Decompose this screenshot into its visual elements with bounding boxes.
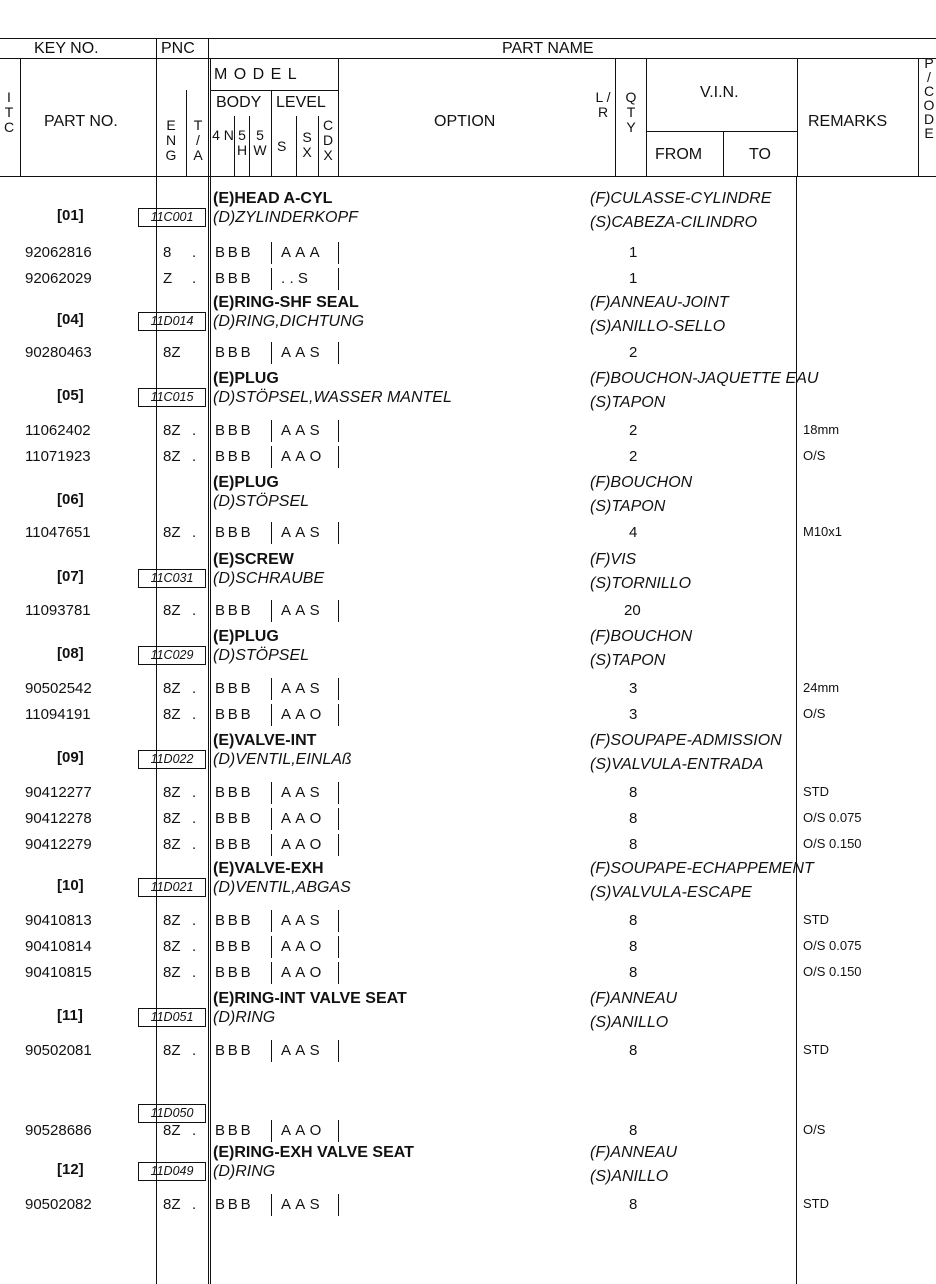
engine-code: 8Z bbox=[163, 810, 181, 827]
part-number: 90412277 bbox=[25, 784, 92, 801]
engine-code: 8Z bbox=[163, 448, 181, 465]
remarks-value: STD bbox=[803, 912, 829, 927]
ta-header: T / A bbox=[193, 117, 203, 163]
level-codes: AAO bbox=[281, 810, 326, 827]
key-number: [10] bbox=[57, 877, 84, 894]
quantity: 4 bbox=[629, 524, 638, 541]
part-name-german: (D)SCHRAUBE bbox=[213, 570, 325, 587]
engine-code: 8Z bbox=[163, 706, 181, 723]
remarks-value: O/S 0.075 bbox=[803, 810, 862, 825]
body-codes: BBB bbox=[215, 1196, 254, 1213]
key-number: [04] bbox=[57, 311, 84, 328]
engine-code: 8Z bbox=[163, 784, 181, 801]
quantity: 1 bbox=[629, 270, 638, 287]
key-number: [07] bbox=[57, 568, 84, 585]
level-codes: AAO bbox=[281, 448, 326, 465]
level-codes: AAS bbox=[281, 680, 324, 697]
key-number: [12] bbox=[57, 1161, 84, 1178]
body-codes: BBB bbox=[215, 270, 254, 287]
remarks-value: O/S bbox=[803, 1122, 826, 1137]
engine-code: Z bbox=[163, 270, 173, 287]
part-number: 90502082 bbox=[25, 1196, 92, 1213]
body-5w-header: 5 W bbox=[253, 127, 267, 158]
part-name-french: (F)CULASSE-CYLINDRE bbox=[590, 190, 772, 207]
part-number: 90412278 bbox=[25, 810, 92, 827]
remarks-value: 24mm bbox=[803, 680, 840, 695]
pnc-code: 11C029 bbox=[138, 646, 206, 665]
part-name-english: (E)PLUG bbox=[213, 370, 279, 387]
body-codes: BBB bbox=[215, 810, 254, 827]
part-number: 90502081 bbox=[25, 1042, 92, 1059]
body-codes: BBB bbox=[215, 912, 254, 929]
quantity: 2 bbox=[629, 344, 638, 361]
part-name-french: (F)SOUPAPE-ADMISSION bbox=[590, 732, 782, 749]
part-number: 92062029 bbox=[25, 270, 92, 287]
body-codes: BBB bbox=[215, 680, 254, 697]
part-name-english: (E)VALVE-EXH bbox=[213, 860, 324, 877]
part-number: 90412279 bbox=[25, 836, 92, 853]
key-number: [06] bbox=[57, 491, 84, 508]
transmission-code: . bbox=[192, 244, 197, 261]
engine-code: 8Z bbox=[163, 1042, 181, 1059]
level-codes: AAS bbox=[281, 422, 324, 439]
part-number: 11094191 bbox=[25, 706, 91, 723]
part-number: 11047651 bbox=[25, 524, 91, 541]
quantity: 8 bbox=[629, 1196, 638, 1213]
level-codes: AAO bbox=[281, 938, 326, 955]
pnc-code: 11C031 bbox=[138, 569, 206, 588]
body-codes: BBB bbox=[215, 524, 254, 541]
engine-code: 8Z bbox=[163, 602, 181, 619]
part-name-spanish: (S)ANILLO bbox=[590, 1014, 669, 1031]
pnc-code: 11D014 bbox=[138, 312, 206, 331]
level-codes: AAS bbox=[281, 784, 324, 801]
body-codes: BBB bbox=[215, 422, 254, 439]
pnc-code: 11C001 bbox=[138, 208, 206, 227]
transmission-code: . bbox=[192, 964, 197, 981]
part-number: 90410814 bbox=[25, 938, 92, 955]
itc-header: I T C bbox=[3, 89, 15, 135]
part-name-french: (F)SOUPAPE-ECHAPPEMENT bbox=[590, 860, 814, 877]
quantity: 8 bbox=[629, 1122, 638, 1139]
quantity: 1 bbox=[629, 244, 638, 261]
quantity: 3 bbox=[629, 680, 638, 697]
part-name-spanish: (S)CABEZA-CILINDRO bbox=[590, 214, 758, 231]
body-codes: BBB bbox=[215, 244, 254, 261]
part-name-english: (E)PLUG bbox=[213, 628, 279, 645]
transmission-code: . bbox=[192, 422, 197, 439]
engine-code: 8Z bbox=[163, 1122, 181, 1139]
part-number: 90528686 bbox=[25, 1122, 92, 1139]
part-name-header: PART NAME bbox=[502, 40, 594, 57]
part-number: 11062402 bbox=[25, 422, 91, 439]
remarks-value: M10x1 bbox=[803, 524, 843, 539]
model-header: M O D E L bbox=[214, 66, 298, 83]
part-name-french: (F)ANNEAU bbox=[590, 990, 678, 1007]
level-codes: AAO bbox=[281, 964, 326, 981]
vin-from-header: FROM bbox=[655, 146, 703, 163]
part-name-english: (E)RING-INT VALVE SEAT bbox=[213, 990, 407, 1007]
part-name-french: (F)ANNEAU-JOINT bbox=[590, 294, 729, 311]
pnc-code: 11D051 bbox=[138, 1008, 206, 1027]
remarks-value: STD bbox=[803, 1196, 829, 1211]
part-name-spanish: (S)ANILLO bbox=[590, 1168, 669, 1185]
body-codes: BBB bbox=[215, 448, 254, 465]
vin-header: V.I.N. bbox=[700, 84, 739, 101]
part-name-spanish: (S)VALVULA-ENTRADA bbox=[590, 756, 764, 773]
qty-header: Q T Y bbox=[625, 89, 637, 135]
engine-code: 8Z bbox=[163, 836, 181, 853]
part-number: 90280463 bbox=[25, 344, 92, 361]
transmission-code: . bbox=[192, 524, 197, 541]
part-no-header: PART NO. bbox=[44, 113, 118, 130]
engine-code: 8Z bbox=[163, 964, 181, 981]
body-codes: BBB bbox=[215, 784, 254, 801]
remarks-value: STD bbox=[803, 1042, 829, 1057]
level-codes: AAS bbox=[281, 602, 324, 619]
quantity: 8 bbox=[629, 810, 638, 827]
key-number: [09] bbox=[57, 749, 84, 766]
body-header: BODY bbox=[216, 94, 262, 111]
part-name-english: (E)HEAD A-CYL bbox=[213, 190, 333, 207]
part-name-spanish: (S)TAPON bbox=[590, 498, 666, 515]
part-name-german: (D)STÖPSEL bbox=[213, 647, 310, 664]
body-codes: BBB bbox=[215, 706, 254, 723]
level-sx-header: S X bbox=[302, 129, 312, 160]
part-number: 11093781 bbox=[25, 602, 91, 619]
part-name-french: (F)BOUCHON bbox=[590, 474, 693, 491]
part-name-french: (F)BOUCHON-JAQUETTE EAU bbox=[590, 370, 819, 387]
transmission-code: . bbox=[192, 270, 197, 287]
transmission-code: . bbox=[192, 810, 197, 827]
level-header: LEVEL bbox=[276, 94, 326, 111]
remarks-header: REMARKS bbox=[808, 113, 888, 130]
transmission-code: . bbox=[192, 912, 197, 929]
body-codes: BBB bbox=[215, 1042, 254, 1059]
quantity: 8 bbox=[629, 964, 638, 981]
part-name-french: (F)VIS bbox=[590, 551, 637, 568]
part-number: 90410815 bbox=[25, 964, 92, 981]
body-codes: BBB bbox=[215, 602, 254, 619]
engine-code: 8Z bbox=[163, 524, 181, 541]
remarks-value: O/S 0.150 bbox=[803, 964, 862, 979]
level-codes: AAS bbox=[281, 1196, 324, 1213]
pnc-code: 11D050 bbox=[138, 1104, 206, 1123]
engine-code: 8Z bbox=[163, 938, 181, 955]
p-code-header: P / C O D E bbox=[923, 55, 935, 141]
part-name-german: (D)VENTIL,ABGAS bbox=[213, 879, 351, 896]
remarks-value: 18mm bbox=[803, 422, 840, 437]
engine-code: 8Z bbox=[163, 912, 181, 929]
quantity: 20 bbox=[624, 602, 641, 619]
transmission-code: . bbox=[192, 836, 197, 853]
body-5h-header: 5 H bbox=[236, 127, 248, 158]
transmission-code: . bbox=[192, 706, 197, 723]
remarks-value: STD bbox=[803, 784, 829, 799]
transmission-code: . bbox=[192, 602, 197, 619]
part-number: 90502542 bbox=[25, 680, 92, 697]
part-name-german: (D)STÖPSEL,WASSER MANTEL bbox=[213, 389, 452, 406]
part-name-english: (E)RING-EXH VALVE SEAT bbox=[213, 1144, 414, 1161]
transmission-code: . bbox=[192, 784, 197, 801]
body-codes: BBB bbox=[215, 836, 254, 853]
quantity: 8 bbox=[629, 784, 638, 801]
part-name-french: (F)ANNEAU bbox=[590, 1144, 678, 1161]
key-number: [11] bbox=[57, 1007, 83, 1024]
part-name-english: (E)SCREW bbox=[213, 551, 294, 568]
remarks-value: O/S bbox=[803, 706, 826, 721]
body-codes: BBB bbox=[215, 964, 254, 981]
quantity: 3 bbox=[629, 706, 638, 723]
part-name-english: (E)PLUG bbox=[213, 474, 279, 491]
engine-code: 8 bbox=[163, 244, 172, 261]
lr-header: L / R bbox=[595, 89, 611, 120]
level-s-header: S bbox=[277, 138, 287, 154]
remarks-value: O/S bbox=[803, 448, 826, 463]
quantity: 8 bbox=[629, 938, 638, 955]
part-name-spanish: (S)ANILLO-SELLO bbox=[590, 318, 726, 335]
part-name-french: (F)BOUCHON bbox=[590, 628, 693, 645]
body-codes: BBB bbox=[215, 344, 254, 361]
body-4n-header: 4 N bbox=[212, 127, 234, 143]
part-name-english: (E)RING-SHF SEAL bbox=[213, 294, 359, 311]
vin-to-header: TO bbox=[749, 146, 771, 163]
pnc-code: 11D049 bbox=[138, 1162, 206, 1181]
option-header: OPTION bbox=[434, 113, 496, 130]
key-no-header: KEY NO. bbox=[34, 40, 99, 57]
remarks-value: O/S 0.150 bbox=[803, 836, 862, 851]
level-codes: AAO bbox=[281, 1122, 326, 1139]
part-name-german: (D)RING bbox=[213, 1009, 276, 1026]
level-codes: AAO bbox=[281, 836, 326, 853]
part-name-german: (D)STÖPSEL bbox=[213, 493, 310, 510]
level-codes: AAA bbox=[281, 244, 324, 261]
part-name-spanish: (S)TAPON bbox=[590, 394, 666, 411]
quantity: 8 bbox=[629, 1042, 638, 1059]
part-name-german: (D)VENTIL,EINLAß bbox=[213, 751, 352, 768]
body-codes: BBB bbox=[215, 938, 254, 955]
transmission-code: . bbox=[192, 448, 197, 465]
key-number: [01] bbox=[57, 207, 84, 224]
transmission-code: . bbox=[192, 1042, 197, 1059]
transmission-code: . bbox=[192, 1196, 197, 1213]
level-codes: AAO bbox=[281, 706, 326, 723]
quantity: 2 bbox=[629, 422, 638, 439]
engine-code: 8Z bbox=[163, 680, 181, 697]
part-number: 90410813 bbox=[25, 912, 92, 929]
quantity: 8 bbox=[629, 912, 638, 929]
quantity: 8 bbox=[629, 836, 638, 853]
part-name-german: (D)ZYLINDERKOPF bbox=[213, 209, 358, 226]
part-name-spanish: (S)TORNILLO bbox=[590, 575, 692, 592]
level-codes: AAS bbox=[281, 912, 324, 929]
level-codes: AAS bbox=[281, 344, 324, 361]
part-name-german: (D)RING bbox=[213, 1163, 276, 1180]
eng-header: E N G bbox=[165, 117, 177, 163]
key-number: [08] bbox=[57, 645, 84, 662]
transmission-code: . bbox=[192, 1122, 197, 1139]
level-codes: ..S bbox=[281, 270, 313, 287]
part-name-spanish: (S)TAPON bbox=[590, 652, 666, 669]
engine-code: 8Z bbox=[163, 422, 181, 439]
part-name-english: (E)VALVE-INT bbox=[213, 732, 317, 749]
pnc-code: 11D021 bbox=[138, 878, 206, 897]
pnc-code: 11C015 bbox=[138, 388, 206, 407]
engine-code: 8Z bbox=[163, 344, 181, 361]
pnc-code: 11D022 bbox=[138, 750, 206, 769]
quantity: 2 bbox=[629, 448, 638, 465]
part-number: 11071923 bbox=[25, 448, 91, 465]
part-name-spanish: (S)VALVULA-ESCAPE bbox=[590, 884, 752, 901]
engine-code: 8Z bbox=[163, 1196, 181, 1213]
pnc-header: PNC bbox=[161, 40, 195, 57]
key-number: [05] bbox=[57, 387, 84, 404]
transmission-code: . bbox=[192, 680, 197, 697]
transmission-code: . bbox=[192, 938, 197, 955]
level-cdx-header: C D X bbox=[322, 117, 334, 163]
part-name-german: (D)RING,DICHTUNG bbox=[213, 313, 365, 330]
level-codes: AAS bbox=[281, 1042, 324, 1059]
part-number: 92062816 bbox=[25, 244, 92, 261]
remarks-value: O/S 0.075 bbox=[803, 938, 862, 953]
body-codes: BBB bbox=[215, 1122, 254, 1139]
level-codes: AAS bbox=[281, 524, 324, 541]
